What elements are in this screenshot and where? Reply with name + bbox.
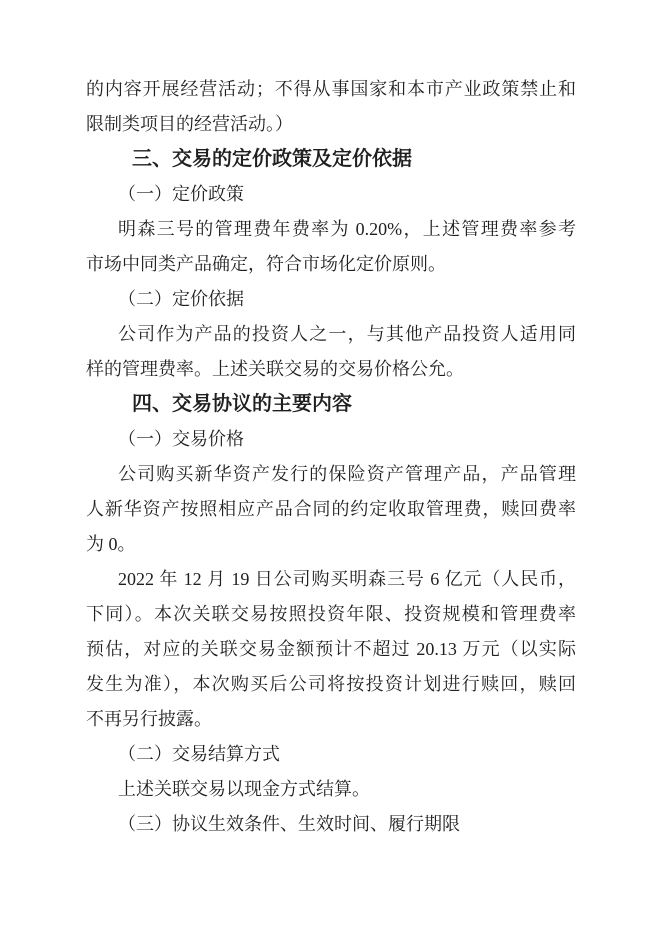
subsection-heading: （一）交易价格: [118, 429, 244, 449]
subsection-heading: （二）交易结算方式: [118, 744, 280, 764]
body-text-line: 预估，对应的关联交易金额预计不超过 20.13 万元（以实际: [86, 639, 576, 659]
body-text-line: 公司购买新华资产发行的保险资产管理产品，产品管理: [118, 464, 576, 484]
subsection-heading: （三）协议生效条件、生效时间、履行期限: [118, 814, 460, 834]
body-text-line: 样的管理费率。上述关联交易的交易价格公允。: [86, 359, 464, 379]
body-text-line: 上述关联交易以现金方式结算。: [118, 779, 370, 799]
body-text-line: 不再另行披露。: [86, 709, 212, 729]
body-text-line: 发生为准），本次购买后公司将按投资计划进行赎回，赎回: [86, 674, 576, 694]
body-text-line: 公司作为产品的投资人之一，与其他产品投资人适用同: [118, 324, 576, 344]
body-text-line: 为 0。: [86, 534, 136, 554]
body-text-line: 明森三号的管理费年费率为 0.20%，上述管理费率参考: [118, 219, 576, 239]
subsection-heading: （二）定价依据: [118, 289, 244, 309]
body-text-line: 2022 年 12 月 19 日公司购买明森三号 6 亿元（人民币，: [118, 569, 576, 589]
body-text-line: 的内容开展经营活动；不得从事国家和本市产业政策禁止和: [86, 79, 576, 99]
section-heading: 四、交易协议的主要内容: [132, 393, 352, 415]
body-text-line: 市场中同类产品确定，符合市场化定价原则。: [86, 254, 446, 274]
subsection-heading: （一）定价政策: [118, 184, 244, 204]
body-text-line: 限制类项目的经营活动。）: [86, 114, 293, 134]
body-text-line: 下同）。本次关联交易按照投资年限、投资规模和管理费率: [86, 604, 576, 624]
section-heading: 三、交易的定价政策及定价依据: [132, 148, 412, 170]
body-text-line: 人新华资产按照相应产品合同的约定收取管理费，赎回费率: [86, 499, 576, 519]
